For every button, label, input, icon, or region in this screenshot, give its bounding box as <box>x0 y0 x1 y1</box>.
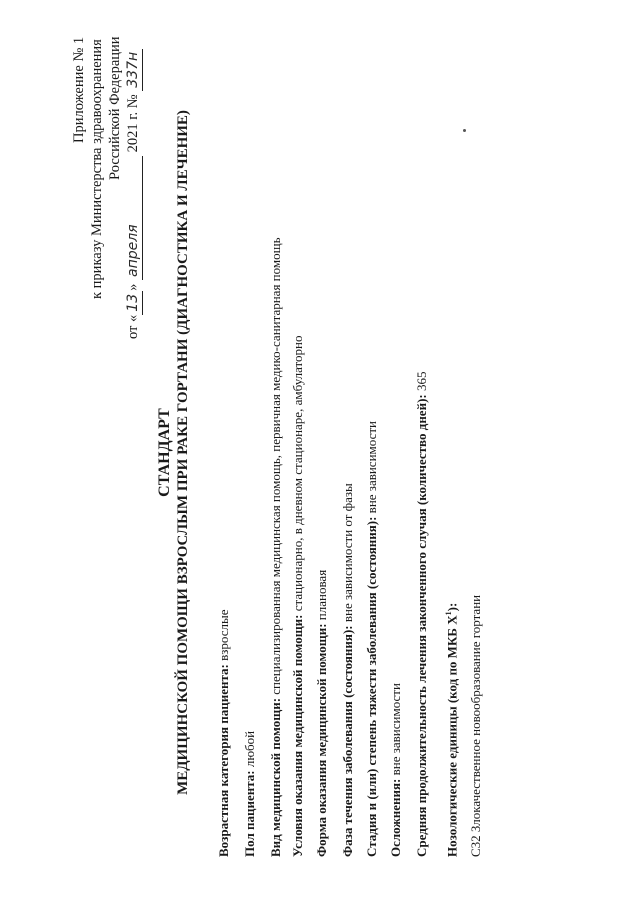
field-care-type <box>268 237 284 857</box>
field-label-end: ): <box>444 602 460 612</box>
field-treatment-duration <box>414 372 430 857</box>
field-care-form <box>314 570 330 857</box>
document-title: СТАНДАРТ <box>156 408 173 497</box>
handwritten-order-number: 337н <box>124 49 143 91</box>
field-nosological-units <box>441 603 460 857</box>
field-value: плановая <box>314 569 329 624</box>
field-value: 365 <box>414 371 429 395</box>
scan-speck <box>463 129 466 132</box>
field-label: Осложнения: <box>388 778 403 857</box>
field-icd-code <box>468 595 484 857</box>
field-patient-sex <box>242 731 258 857</box>
field-value: взрослые <box>216 609 231 665</box>
field-care-conditions <box>290 335 306 857</box>
field-value: любой <box>242 730 257 771</box>
date-prefix: от « <box>125 314 141 339</box>
field-age-category <box>216 610 232 857</box>
field-label: Пол пациента: <box>242 770 257 857</box>
field-value: вне зависимости от фазы <box>340 483 355 626</box>
appendix-date-line <box>124 49 143 339</box>
field-value: специализированная медицинская помощь, первичная медико-санитарная помощь <box>268 237 283 698</box>
footnote-marker: 1 <box>444 611 453 616</box>
field-label: Стадия и (или) степень тяжести заболевания (состояния): <box>364 516 379 857</box>
field-value: стационарно, в дневном стационаре, амбулаторно <box>290 335 305 615</box>
field-label: Вид медицинской помощи: <box>268 697 283 857</box>
appendix-order-line: к приказу Министерства здравоохранения <box>89 39 105 299</box>
handwritten-day: 13 <box>124 291 143 315</box>
field-disease-phase <box>340 483 356 857</box>
appendix-ministry-line: Российской Федерации <box>107 36 123 180</box>
field-label: Форма оказания медицинской помощи: <box>314 623 329 857</box>
field-label: Фаза течения заболевания (состояния): <box>340 625 355 857</box>
field-complications <box>388 683 404 857</box>
appendix-title: Приложение № 1 <box>71 36 87 143</box>
handwritten-month: апреля <box>124 156 143 280</box>
date-year: 2021 г. № <box>125 94 141 153</box>
field-label: Средняя продолжительность лечения законченного случая (количество дней): <box>414 394 429 857</box>
field-label: Нозологические единицы (код по МКБ Х <box>444 615 460 857</box>
field-label: Условия оказания медицинской помощи: <box>290 614 305 857</box>
field-value: вне зависимости <box>388 683 403 779</box>
field-value: вне зависимости <box>364 421 379 517</box>
field-value: C32 Злокачественное новообразование гортани <box>468 594 483 857</box>
field-disease-stage <box>364 421 380 857</box>
field-label: Возрастная категория пациента: <box>216 664 231 857</box>
date-mid: » <box>125 280 141 291</box>
document-subtitle: МЕДИЦИНСКОЙ ПОМОЩИ ВЗРОСЛЫМ ПРИ РАКЕ ГОРТАНИ (ДИАГНОСТИКА И ЛЕЧЕНИЕ) <box>175 110 191 795</box>
